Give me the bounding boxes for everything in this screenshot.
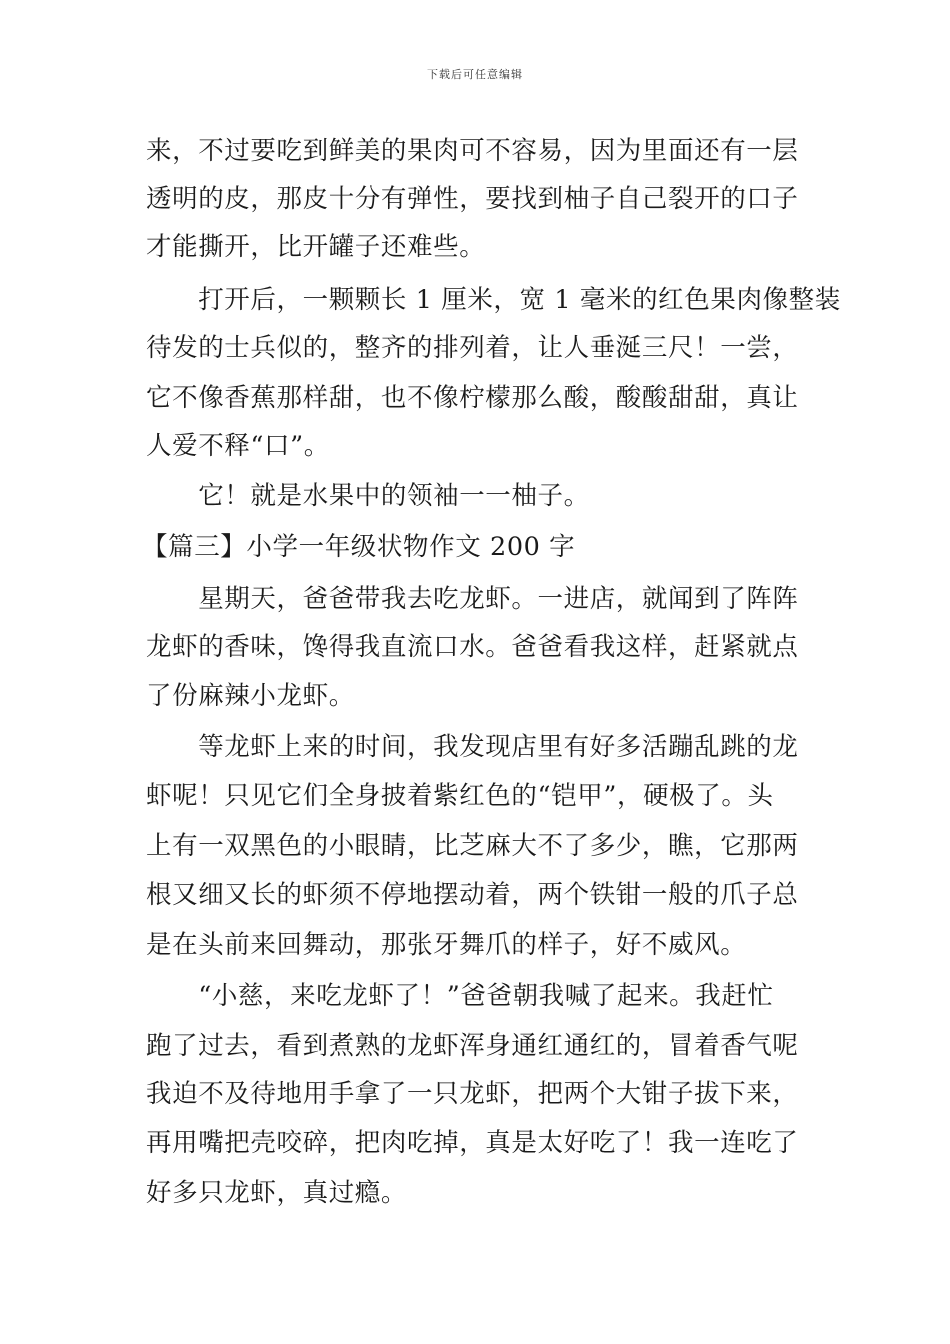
text-line: 虾呢！只见它们全身披着紫红色的“铠甲”，硬极了。头 (146, 781, 774, 811)
text-line: 再用嘴把壳咬碎，把肉吃掉，真是太好吃了！我一连吃了 (146, 1128, 799, 1158)
text-line: 我迫不及待地用手拿了一只龙虾，把两个大钳子拔下来， (146, 1079, 799, 1109)
text-line: 它！就是水果中的领袖一一柚子。 (146, 481, 590, 511)
text-line: 了份麻辣小龙虾。 (146, 681, 355, 711)
text-line: 透明的皮，那皮十分有弹性，要找到柚子自己裂开的口子 (146, 184, 799, 214)
text-line: 龙虾的香味，馋得我直流口水。爸爸看我这样，赶紧就点 (146, 632, 799, 662)
text-line: 好多只龙虾，真过瘾。 (146, 1178, 408, 1208)
text-line: 星期天，爸爸带我去吃龙虾。一进店，就闻到了阵阵 (146, 584, 799, 614)
text-line: 它不像香蕉那样甜，也不像柠檬那么酸，酸酸甜甜，真让 (146, 383, 799, 413)
text-line: 才能撕开，比开罐子还难些。 (146, 232, 486, 262)
text-line: “小慈，来吃龙虾了！”爸爸朝我喊了起来。我赶忙 (146, 981, 774, 1011)
text-line: 等龙虾上来的时间，我发现店里有好多活蹦乱跳的龙 (146, 732, 799, 762)
text-line: 跑了过去，看到煮熟的龙虾浑身通红通红的，冒着香气呢 (146, 1031, 799, 1061)
page-header: 下载后可任意编辑 (427, 68, 523, 81)
text-line: 待发的士兵似的，整齐的排列着，让人垂涎三尺！一尝， (146, 333, 799, 363)
text-line: 人爱不释“口”。 (146, 431, 330, 461)
text-line: 打开后，一颗颗长 1 厘米，宽 1 毫米的红色果肉像整装 (146, 285, 841, 315)
text-line: 是在头前来回舞动，那张牙舞爪的样子，好不威风。 (146, 930, 747, 960)
text-line: 来，不过要吃到鲜美的果肉可不容易，因为里面还有一层 (146, 136, 799, 166)
text-line: 上有一双黑色的小眼睛，比芝麻大不了多少，瞧，它那两 (146, 831, 799, 861)
section-heading: 【篇三】小学一年级状物作文 200 字 (142, 532, 576, 562)
text-line: 根又细又长的虾须不停地摆动着，两个铁钳一般的爪子总 (146, 880, 799, 910)
